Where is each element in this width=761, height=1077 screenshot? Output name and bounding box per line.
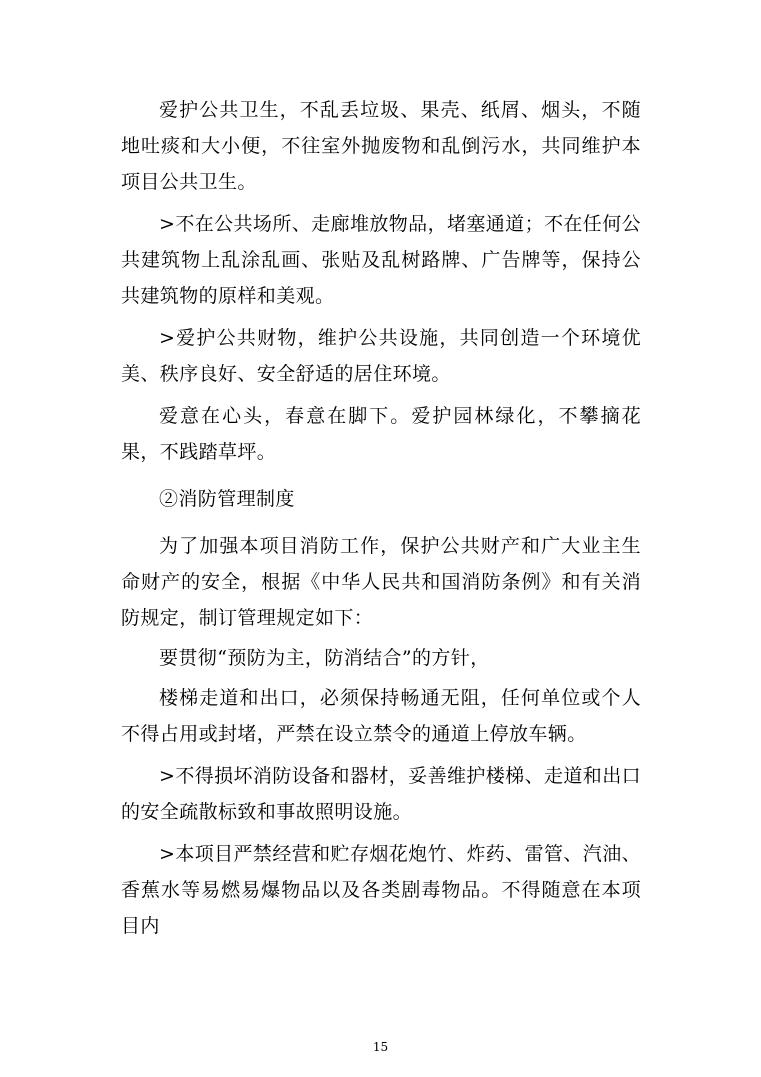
paragraph-fire-equipment: >不得损坏消防设备和器材，妥善维护楼梯、走道和出口的安全疏散标致和事故照明设施。 — [121, 765, 641, 823]
paragraph-public-hygiene: 爱护公共卫生，不乱丢垃圾、果壳、纸屑、烟头，不随地吐痰和大小便，不往室外抛废物和乱倒污水，共同维护本项目公共卫生。 — [121, 99, 641, 193]
paragraph-greening: 爱意在心头，春意在脚下。爱护园林绿化，不攀摘花果，不践踏草坪。 — [121, 405, 641, 463]
paragraph-hazardous-goods: >本项目严禁经营和贮存烟花炮竹、炸药、雷管、汽油、香蕉水等易燃易爆物品以及各类剧毒物品。不得随意在本项目内 — [121, 843, 641, 937]
page-body — [121, 92, 641, 944]
paragraph-stair-access: 楼梯走道和出口，必须保持畅通无阻，任何单位或个人不得占用或封堵，严禁在设立禁令的通道上停放车辆。 — [121, 687, 641, 745]
paragraph-fire-intro: 为了加强本项目消防工作，保护公共财产和广大业主生命财产的安全，根据《中华人民共和国消防条例》和有关消防规定，制订管理规定如下： — [121, 535, 641, 629]
paragraph-fire-principle: 要贯彻“预防为主，防消结合”的方针， — [159, 647, 490, 669]
page-number: 15 — [372, 1040, 389, 1054]
section-heading-fire-management: ②消防管理制度 — [159, 488, 295, 510]
paragraph-public-areas: >不在公共场所、走廊堆放物品，堵塞通道；不在任何公共建筑物上乱涂乱画、张贴及乱树路牌、广告牌等，保持公共建筑物的原样和美观。 — [121, 213, 641, 307]
paragraph-public-property: >爱护公共财物，维护公共设施，共同创造一个环境优美、秩序良好、安全舒适的居住环境。 — [121, 327, 641, 385]
